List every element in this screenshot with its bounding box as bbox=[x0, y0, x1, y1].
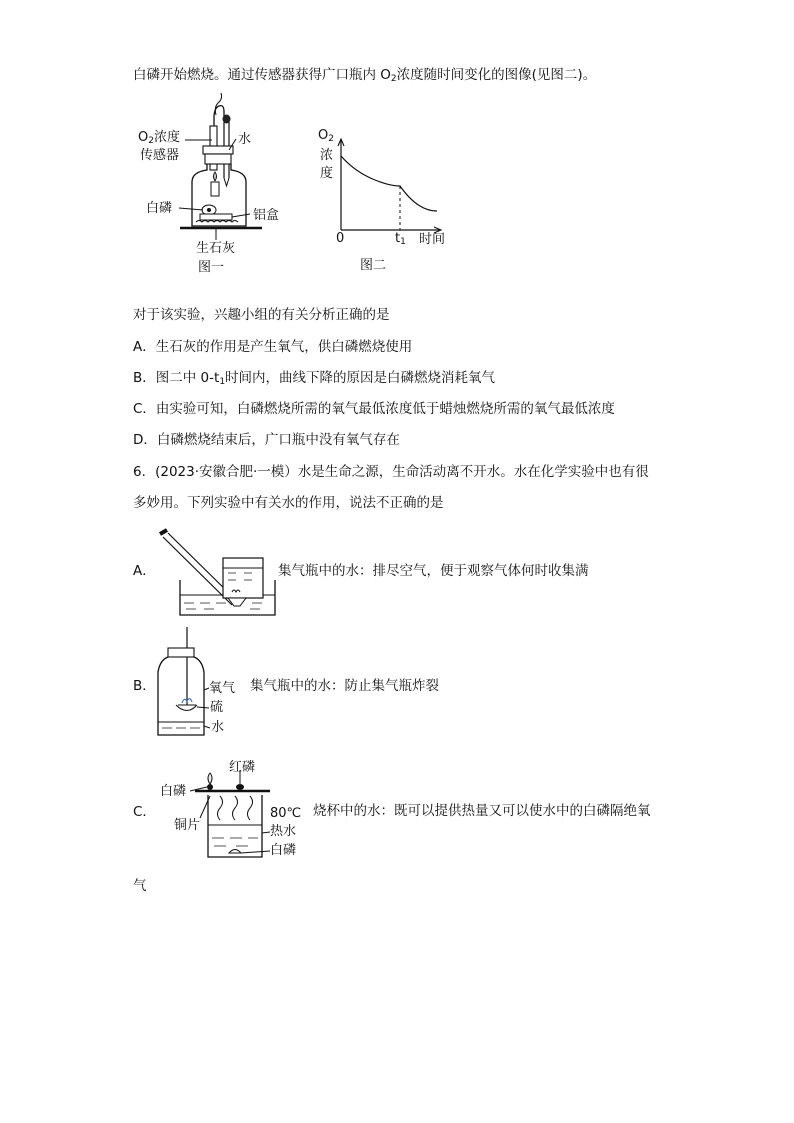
fig1-white-phosphorus-label: 白磷 bbox=[146, 201, 173, 216]
q6-c-copper-label: 铜片 bbox=[174, 818, 201, 833]
q6-option-c-text-cont: 气 bbox=[133, 878, 147, 894]
q6-option-a-label: A． bbox=[133, 563, 156, 579]
q5-stem: 对于该实验，兴趣小组的有关分析正确的是 bbox=[133, 307, 390, 323]
q6-c-white-phosphorus-bottom-label: 白磷 bbox=[270, 843, 297, 858]
fig1-sensor-label-2: 传感器 bbox=[140, 148, 180, 163]
q6-option-c-text: 烧杯中的水：既可以提供热量又可以使水中的白磷隔绝氧 bbox=[313, 803, 651, 819]
fig1-water-label: 水 bbox=[238, 132, 252, 147]
q6-b-oxygen-label: 氧气 bbox=[209, 681, 236, 696]
intro-text: 白磷开始燃烧。通过传感器获得广口瓶内 O bbox=[133, 67, 391, 83]
q6-stem-line2: 多妙用。下列实验中有关水的作用，说法不正确的是 bbox=[133, 495, 444, 511]
q5-option-c: C．由实验可知，白磷燃烧所需的氧气最低浓度低于蜡烛燃烧所需的氧气最低浓度 bbox=[133, 401, 615, 417]
intro-subscript: 2 bbox=[390, 74, 397, 84]
q5-option-a: A．生石灰的作用是产生氧气，供白磷燃烧使用 bbox=[133, 339, 413, 355]
q5-option-d: D．白磷燃烧结束后，广口瓶中没有氧气存在 bbox=[133, 432, 400, 448]
q6-b-water-label: 水 bbox=[211, 720, 225, 735]
fig2-t1-label: $t_1$ bbox=[395, 231, 406, 247]
q6-b-sulfur-label: 硫 bbox=[210, 700, 224, 715]
fig2-y-axis-label: $O_2$ bbox=[318, 128, 334, 144]
q6-c-temperature-label: 80℃ bbox=[270, 806, 302, 821]
fig1-caption: 图一 bbox=[198, 260, 225, 275]
q5-option-b: B．图二中 $0-t_1$时间内，曲线下降的原因是白磷燃烧消耗氧气 bbox=[133, 370, 496, 387]
fig2-caption: 图二 bbox=[360, 258, 387, 273]
q6-option-a-text: 集气瓶中的水：排尽空气，便于观察气体何时收集满 bbox=[278, 563, 589, 579]
q6-option-c-label: C． bbox=[133, 804, 156, 820]
q6-stem-line1: 6．(2023·安徽合肥·一模）水是生命之源，生命活动离不开水。水在化学实验中也有很 bbox=[133, 464, 649, 480]
fig2-y-axis-label-2: 度 bbox=[320, 166, 334, 181]
q6-option-b-label: B． bbox=[133, 678, 156, 694]
q6-option-b-text: 集气瓶中的水：防止集气瓶炸裂 bbox=[250, 678, 439, 694]
fig1-aluminum-box-label: 铝盒 bbox=[253, 208, 280, 223]
fig1-quicklime-label: 生石灰 bbox=[196, 241, 236, 256]
q6-c-red-phosphorus-label: 红磷 bbox=[229, 760, 256, 775]
q6-c-hot-water-label: 热水 bbox=[270, 824, 297, 839]
intro-text-end: 浓度随时间变化的图像(见图二)。 bbox=[396, 67, 597, 83]
fig2-origin-label: 0 bbox=[336, 231, 345, 246]
q6-c-white-phosphorus-top-label: 白磷 bbox=[160, 784, 187, 799]
fig2-x-axis-label: 时间 bbox=[419, 232, 446, 247]
fig2-y-axis-label-1: 浓 bbox=[320, 148, 334, 163]
fig1-sensor-label: $O_2$浓度 bbox=[138, 130, 180, 146]
